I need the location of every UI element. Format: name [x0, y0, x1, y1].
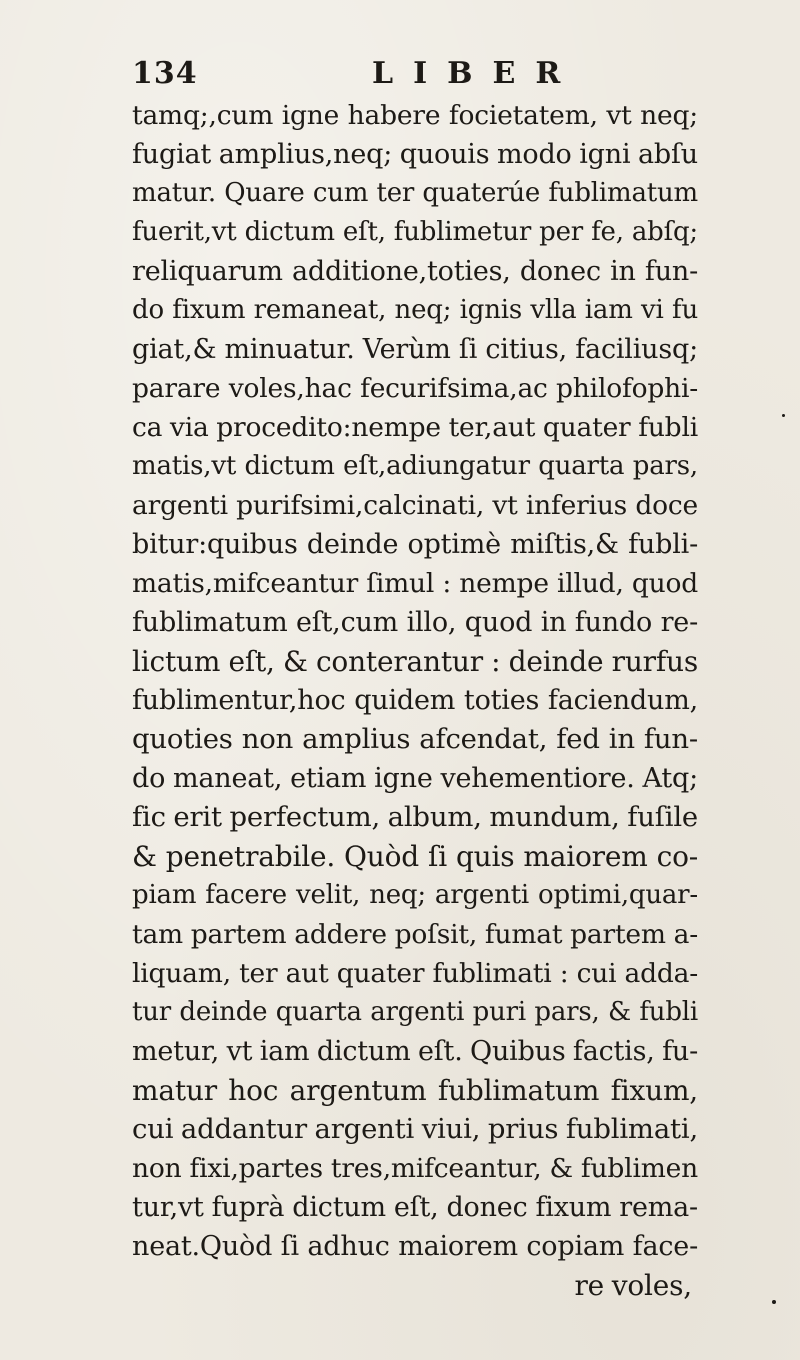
text-line: do maneat, etiam igne vehementiore. Atq; — [132, 763, 698, 794]
running-title: LIBER — [372, 56, 581, 91]
text-line: matur hoc argentum fublimatum fixum, — [132, 1074, 698, 1107]
page-number: 134 — [132, 56, 198, 91]
text-line: ca via procedito:nempe ter,aut quater fubli — [132, 412, 698, 443]
text-line: parare voles,hac fecurifsima,ac philofophi- — [132, 373, 698, 404]
body-text — [132, 96, 698, 1305]
text-line: quoties non amplius afcendat, fed in fun- — [132, 723, 698, 755]
text-line: & penetrabile. Quòd ſi quis maiorem co- — [132, 840, 698, 873]
text-line: fugiat amplius,neq; quouis modo igni abſu — [132, 139, 698, 170]
text-line: bitur:quibus deinde optimè miſtis,& fubli- — [132, 529, 698, 560]
text-line: matur. Quare cum ter quaterúe fublimatum — [132, 178, 698, 208]
text-line: tur,vt fuprà dictum eſt, donec fixum rema- — [132, 1192, 698, 1223]
text-line: fublimentur,hoc quidem toties faciendum, — [132, 685, 698, 716]
text-line: tur deinde quarta argenti puri pars, & fubli — [132, 997, 698, 1027]
text-line: matis,mifceantur ſimul : nempe illud, quod — [132, 568, 698, 599]
page-header — [132, 56, 652, 96]
text-line: lictum eſt, & conterantur : deinde rurfus — [132, 645, 698, 678]
text-line: matis,vt dictum eſt,adiungatur quarta pars, — [132, 451, 698, 481]
text-line: reliquarum additione,toties, donec in fun- — [132, 256, 698, 287]
text-line: tamq;,cum igne habere focietatem, vt neq; — [132, 100, 698, 131]
text-line: argenti purifsimi,calcinati, vt inferius doce — [132, 490, 698, 521]
text-line: fic erit perfectum, album, mundum, fuſile — [132, 801, 698, 833]
text-line: do fixum remaneat, neq; ignis vlla iam vi fu — [132, 295, 698, 325]
ink-speck — [782, 414, 785, 417]
text-line: liquam, ter aut quater fublimati : cui adda- — [132, 958, 698, 989]
text-line: fublimatum eſt,cum illo, quod in fundo re- — [132, 607, 698, 638]
text-line: piam facere velit, neq; argenti optimi,quar- — [132, 880, 698, 910]
text-line: neat.Quòd ſi adhuc maiorem copiam face- — [132, 1231, 698, 1262]
text-line: giat,& minuatur. Verùm ſi citius, faciliusq; — [132, 334, 698, 365]
text-line: cui addantur argenti viui, prius fublimati, — [132, 1113, 698, 1145]
text-line: non fixi,partes tres,mifceantur, & fublimen — [132, 1153, 698, 1184]
text-line: tam partem addere poſsit, fumat partem a- — [132, 919, 698, 950]
text-line: metur, vt iam dictum eſt. Quibus factis, fu- — [132, 1036, 698, 1067]
text-line: re voles, — [574, 1269, 692, 1302]
text-line: fuerit,vt dictum eſt, fublimetur per fe, abſq; — [132, 217, 698, 247]
ink-speck — [772, 1300, 776, 1304]
